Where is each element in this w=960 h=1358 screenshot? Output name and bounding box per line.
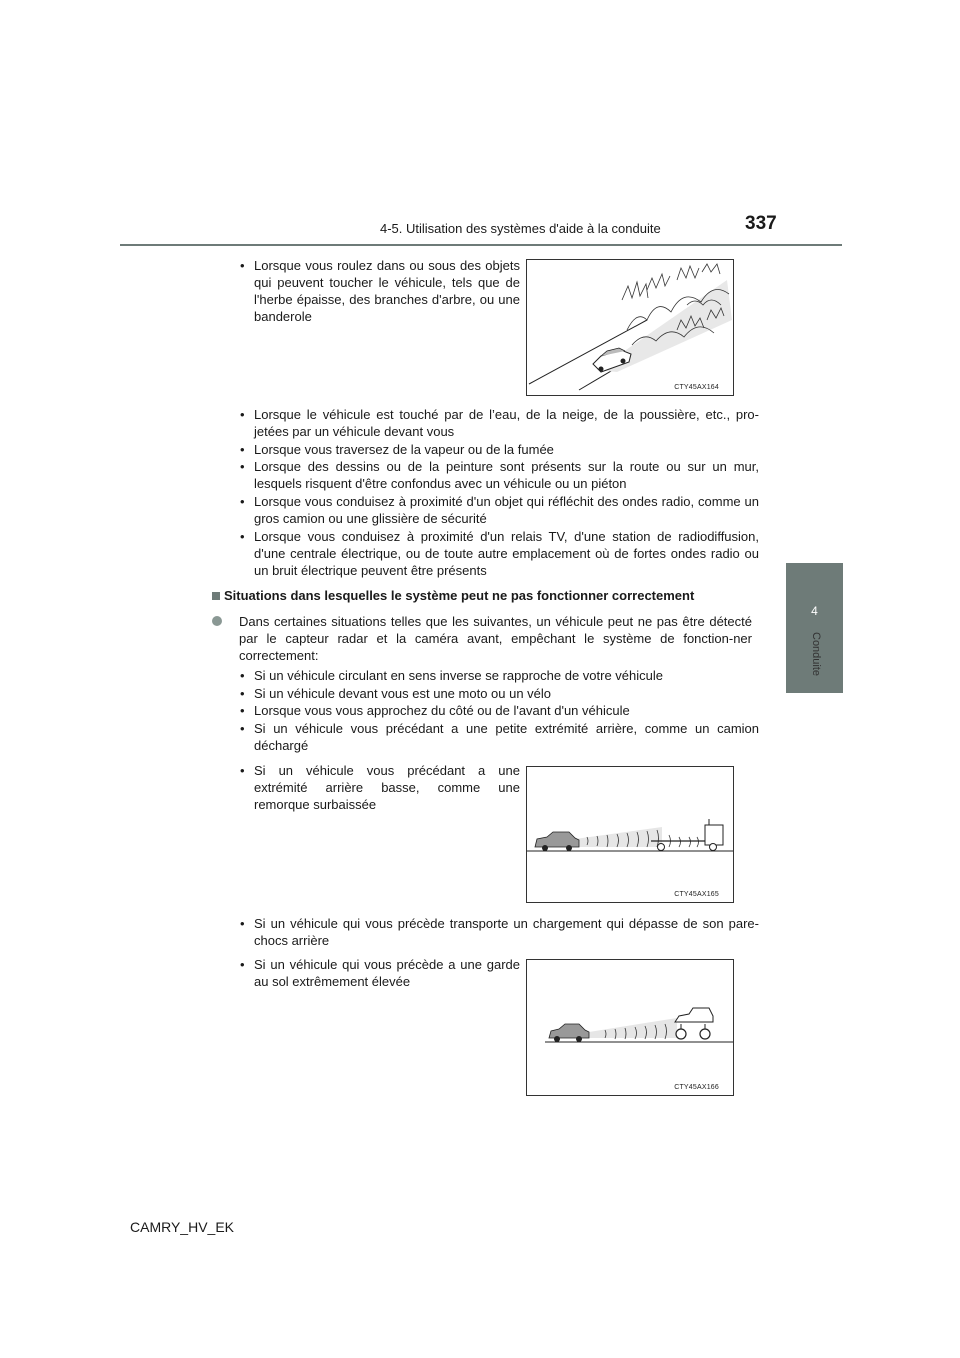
circle-bullet-icon <box>212 616 222 626</box>
car-icon <box>549 1024 589 1042</box>
section-title: 4-5. Utilisation des systèmes d'aide à la conduite <box>380 221 661 236</box>
list-item: • Lorsque le véhicule est touché par de l’eau, de la neige, de la poussière, etc., pro-jetées par un véhicule devant vous <box>240 406 759 440</box>
list-item: • Lorsque vous conduisez à proximité d'un relais TV, d'une station de radiodiffusion, d'une centrale électrique, ou de toute autre emplacement où de fortes ondes radio ou un bruit électrique peuvent être présents <box>240 528 759 579</box>
list-item: • Si un véhicule devant vous est une moto ou un vélo <box>240 685 759 702</box>
list-item: • Si un véhicule qui vous précède a une garde au sol extrêmement élevée <box>240 956 520 990</box>
footer-model: CAMRY_HV_EK <box>130 1219 235 1235</box>
figure-high-clearance <box>526 959 734 1096</box>
figure-code: CTY45AX165 <box>674 891 719 898</box>
chapter-number: 4 <box>811 604 818 618</box>
intro-paragraph: Dans certaines situations telles que les suivantes, un véhicule peut ne pas être détecté par le capteur radar et la caméra avant, empêchant le système de fonction-ner correctement: <box>212 613 752 664</box>
list-item: • Lorsque vous traversez de la vapeur ou de la fumée <box>240 441 759 458</box>
list-item: • Si un véhicule vous précédant a une petite extrémité arrière, comme un camion déchargé <box>240 720 759 754</box>
list-item: • Lorsque vous roulez dans ou sous des objets qui peuvent toucher le véhicule, tels que de l'herbe épaisse, des branches d'arbre, ou une banderole <box>240 257 520 325</box>
car-icon <box>593 348 631 372</box>
list-item: • Lorsque vous vous approchez du côté ou de l'avant d'un véhicule <box>240 702 759 719</box>
car-icon <box>535 832 579 851</box>
high-vehicle-icon <box>675 1008 713 1039</box>
figure-code: CTY45AX166 <box>674 1084 719 1091</box>
low-trailer-illustration <box>527 767 733 902</box>
list-item: • Lorsque des dessins ou de la peinture sont présents sur la route ou sur un mur, lesquels risquent d'être confondus avec un véhicule ou un piéton <box>240 458 759 492</box>
page-number: 337 <box>745 213 777 234</box>
vegetation-illustration <box>527 260 733 395</box>
high-clearance-illustration <box>527 960 733 1095</box>
figure-low-trailer <box>526 766 734 903</box>
section-heading: Situations dans lesquelles le système peut ne pas fonctionner correctement <box>212 588 752 603</box>
chapter-label: Conduite <box>810 632 822 677</box>
square-bullet-icon <box>212 592 220 600</box>
list-item: • Si un véhicule circulant en sens inverse se rapproche de votre véhicule <box>240 667 759 684</box>
header-divider <box>120 244 842 246</box>
list-item: • Si un véhicule qui vous précède transporte un chargement qui dépasse de son pare-chocs arrière <box>240 915 759 949</box>
figure-code: CTY45AX164 <box>674 384 719 391</box>
figure-vegetation <box>526 259 734 396</box>
list-item: • Si un véhicule vous précédant a une extrémité arrière basse, comme une remorque surbaissée <box>240 762 520 813</box>
list-item: • Lorsque vous conduisez à proximité d'un objet qui réfléchit des ondes radio, comme un gros camion ou une glissière de sécurité <box>240 493 759 527</box>
